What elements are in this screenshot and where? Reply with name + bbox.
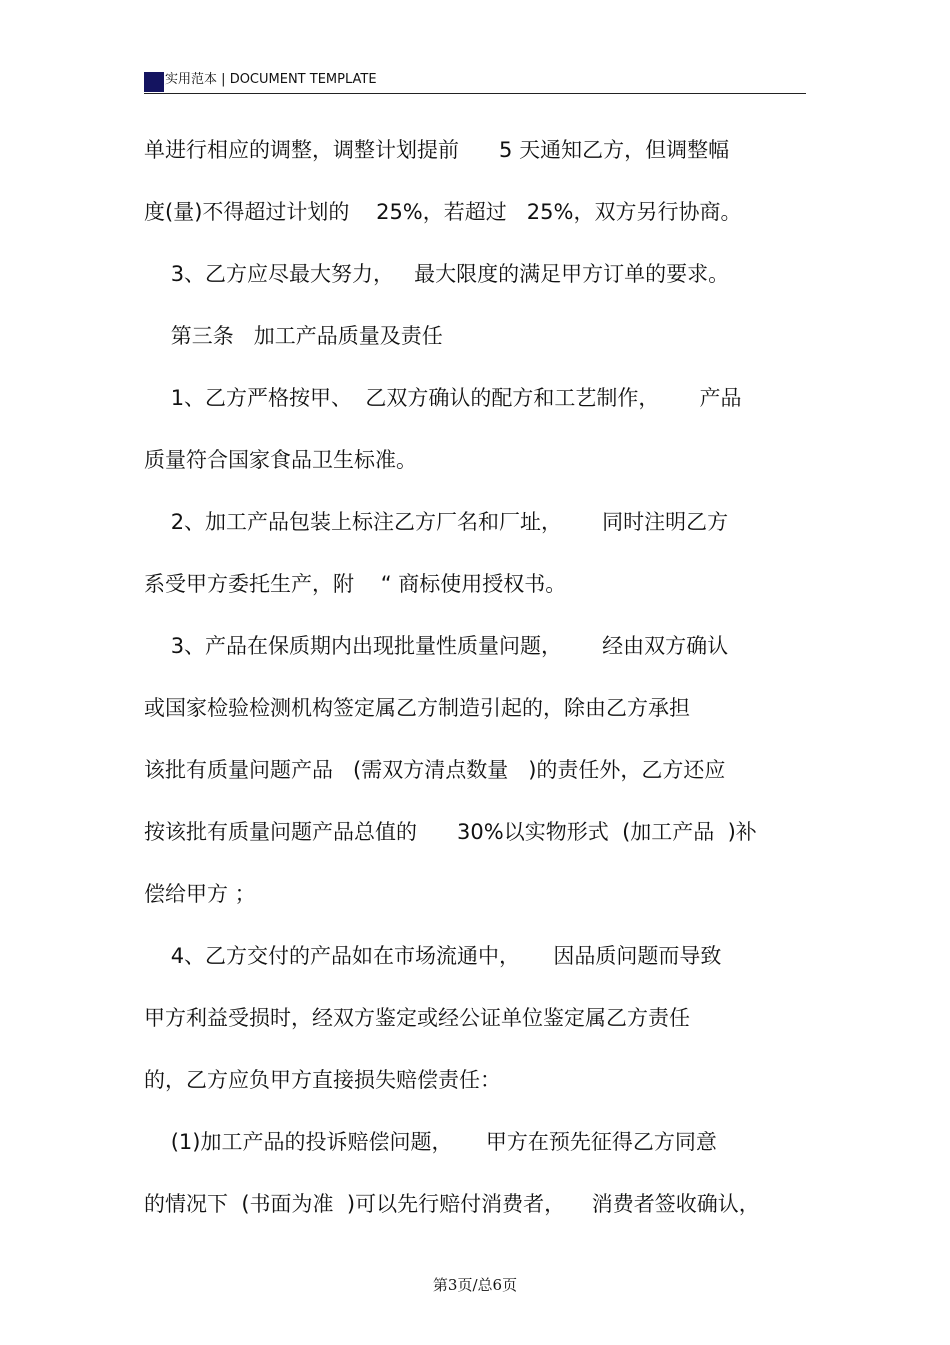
text-line: 甲方利益受损时，经双方鉴定或经公证单位鉴定属乙方责任 [144, 1006, 690, 1030]
text-line: 按该批有质量问题产品总值的 30%以实物形式 (加工产品 )补 [144, 820, 757, 844]
text-line: 的情况下 (书面为准 )可以先行赔付消费者， 消费者签收确认， [144, 1192, 760, 1216]
text-line: 2、加工产品包装上标注乙方厂名和厂址， 同时注明乙方 [144, 510, 729, 534]
header-brand: 实用范本 [165, 72, 218, 87]
page-header [144, 70, 806, 94]
header-separator: | [221, 72, 226, 87]
text-line: 系受甲方委托生产，附 “ 商标使用授权书。 [144, 572, 567, 596]
header-template-label: DOCUMENT TEMPLATE [229, 72, 377, 87]
text-line: 3、乙方应尽最大努力， 最大限度的满足甲方订单的要求。 [144, 262, 730, 286]
text-line: 1、乙方严格按甲、 乙双方确认的配方和工艺制作， 产品 [144, 386, 742, 410]
text-line: 的，乙方应负甲方直接损失赔偿责任： [144, 1068, 501, 1092]
text-line: 度(量)不得超过计划的 25%，若超过 25%，双方另行协商。 [144, 200, 742, 224]
text-line: 该批有质量问题产品 (需双方清点数量 )的责任外，乙方还应 [144, 758, 726, 782]
text-line: (1)加工产品的投诉赔偿问题， 甲方在预先征得乙方同意 [144, 1130, 717, 1154]
text-line: 偿给甲方 ； [144, 882, 256, 906]
page-number: 第3页/总6页 [432, 1276, 518, 1294]
text-line: 4、乙方交付的产品如在市场流通中， 因品质问题而导致 [144, 944, 722, 968]
text-line: 单进行相应的调整，调整计划提前 5 天通知乙方，但调整幅 [144, 138, 730, 162]
text-line: 或国家检验检测机构签定属乙方制造引起的，除由乙方承担 [144, 696, 690, 720]
document-body [144, 130, 809, 1246]
header-divider [144, 93, 806, 94]
header-title [165, 71, 377, 89]
brand-square-icon [144, 72, 164, 92]
section-heading: 第三条 加工产品质量及责任 [144, 324, 443, 348]
text-line: 质量符合国家食品卫生标准。 [144, 448, 417, 472]
text-line: 3、产品在保质期内出现批量性质量问题， 经由双方确认 [144, 634, 729, 658]
